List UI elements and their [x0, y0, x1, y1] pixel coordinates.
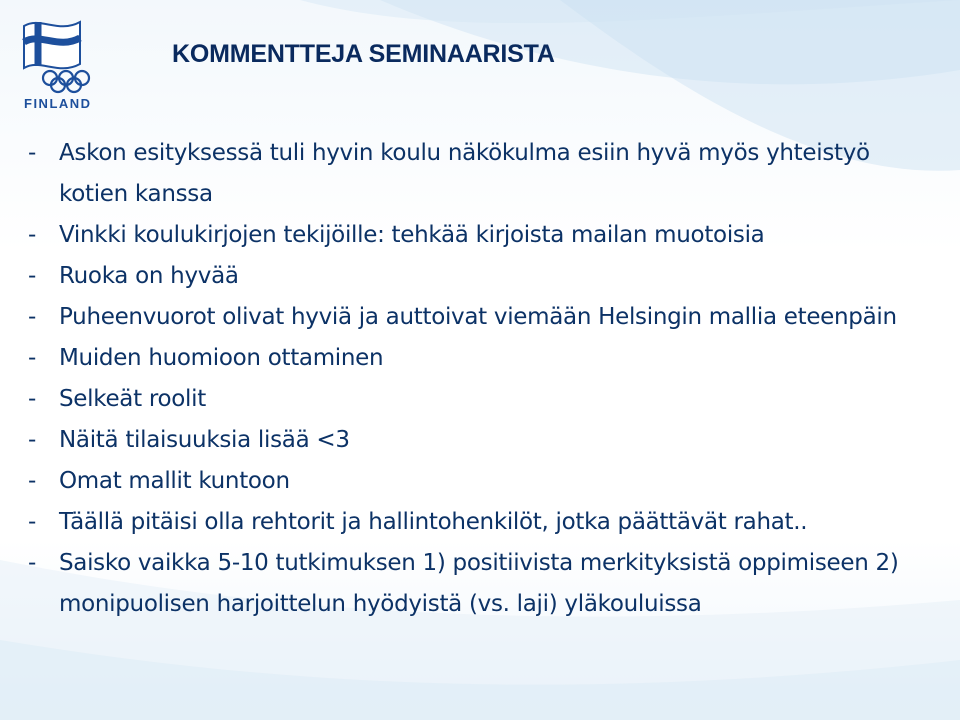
bullet-item [28, 502, 938, 543]
bullet-marker: - [28, 468, 36, 494]
bullet-text: Muiden huomioon ottaminen [59, 345, 384, 371]
bullet-marker: - [28, 386, 36, 412]
bullet-text: Täällä pitäisi olla rehtorit ja hallintohenkilöt, jotka päättävät rahat.. [59, 509, 808, 535]
bullet-item [28, 215, 938, 256]
bullet-marker: - [28, 222, 36, 248]
bullet-marker: - [28, 550, 36, 576]
bullet-item [28, 543, 938, 625]
bullet-text: Askon esityksessä tuli hyvin koulu näkökulma esiin hyvä myös yhteistyö kotien kanssa [59, 140, 870, 207]
bullet-marker: - [28, 427, 36, 453]
bullet-item [28, 256, 938, 297]
bullet-marker: - [28, 345, 36, 371]
bullet-item [28, 379, 938, 420]
bullet-item [28, 133, 938, 215]
finland-olympic-logo [18, 12, 98, 112]
bullet-text: Ruoka on hyvää [59, 263, 239, 289]
bullet-item [28, 461, 938, 502]
bullet-marker: - [28, 263, 36, 289]
finland-flag-icon [24, 22, 80, 68]
bullet-marker: - [28, 304, 36, 330]
bullet-text: Vinkki koulukirjojen tekijöille: tehkää kirjoista mailan muotoisia [59, 222, 765, 248]
bullet-text: Saisko vaikka 5-10 tutkimuksen 1) positiivista merkityksistä oppimiseen 2) monipuolisen harjoittelun hyödyistä (vs. laji) yläkouluissa [59, 550, 899, 617]
olympic-rings-icon [43, 71, 89, 92]
bullet-item [28, 420, 938, 461]
bullet-item [28, 338, 938, 379]
bullet-item [28, 297, 938, 338]
bullet-text: Näitä tilaisuuksia lisää <3 [59, 427, 350, 453]
bullet-marker: - [28, 140, 36, 166]
logo-text: FINLAND [24, 96, 92, 111]
bullet-marker: - [28, 509, 36, 535]
bullet-text: Puheenvuorot olivat hyviä ja auttoivat viemään Helsingin mallia eteenpäin [59, 304, 897, 330]
bullet-list [28, 133, 938, 625]
bullet-text: Omat mallit kuntoon [59, 468, 290, 494]
slide-title: KOMMENTTEJA SEMINAARISTA [172, 40, 555, 68]
bullet-text: Selkeät roolit [59, 386, 206, 412]
